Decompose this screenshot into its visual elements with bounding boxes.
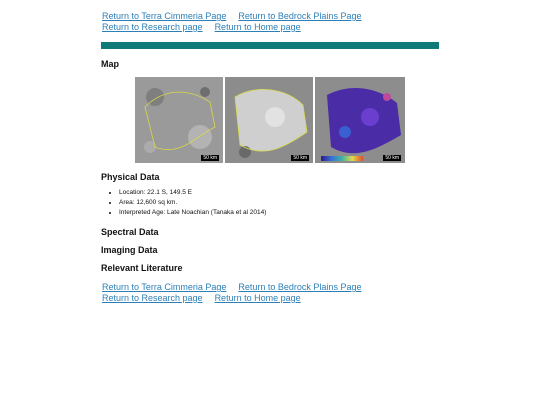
literature-heading: Relevant Literature	[101, 263, 183, 273]
link-research[interactable]: Return to Research page	[102, 22, 203, 32]
divider-bar	[101, 42, 439, 49]
link-bedrock-plains[interactable]: Return to Bedrock Plains Page	[238, 11, 362, 21]
list-item: • Area: 12,600 sq km.	[119, 198, 266, 208]
link-home[interactable]: Return to Home page	[214, 22, 301, 32]
link-home[interactable]: Return to Home page	[214, 293, 301, 303]
physical-data-heading: Physical Data	[101, 172, 160, 182]
spectral-data-heading: Spectral Data	[101, 227, 159, 237]
list-item: • Interpreted Age: Late Noachian (Tanaka et al 2014)	[119, 208, 266, 218]
color-composite-image	[315, 77, 405, 163]
physical-data-list	[107, 188, 266, 218]
color-legend	[321, 156, 363, 161]
imaging-data-heading: Imaging Data	[101, 245, 158, 255]
bottom-nav-row-1	[102, 282, 373, 293]
scale-label: 50 km	[385, 155, 399, 161]
link-terra-cimmeria[interactable]: Return to Terra Cimmeria Page	[102, 11, 227, 21]
top-nav-row-1	[102, 11, 373, 22]
map-panel-grayscale	[135, 77, 223, 163]
map-panel-thermal	[225, 77, 313, 163]
map-images	[135, 77, 405, 163]
list-item: • Location: 22.1 S, 149.5 E	[119, 188, 266, 198]
link-bedrock-plains[interactable]: Return to Bedrock Plains Page	[238, 282, 362, 292]
bottom-nav-row-2	[102, 293, 313, 304]
scale-label: 50 km	[203, 155, 217, 161]
top-nav-row-2	[102, 22, 313, 33]
scale-label: 50 km	[293, 155, 307, 161]
grayscale-terrain-image	[135, 77, 223, 163]
link-terra-cimmeria[interactable]: Return to Terra Cimmeria Page	[102, 282, 227, 292]
thermal-terrain-image	[225, 77, 313, 163]
link-research[interactable]: Return to Research page	[102, 293, 203, 303]
map-panel-color	[315, 77, 405, 163]
map-heading: Map	[101, 59, 119, 69]
